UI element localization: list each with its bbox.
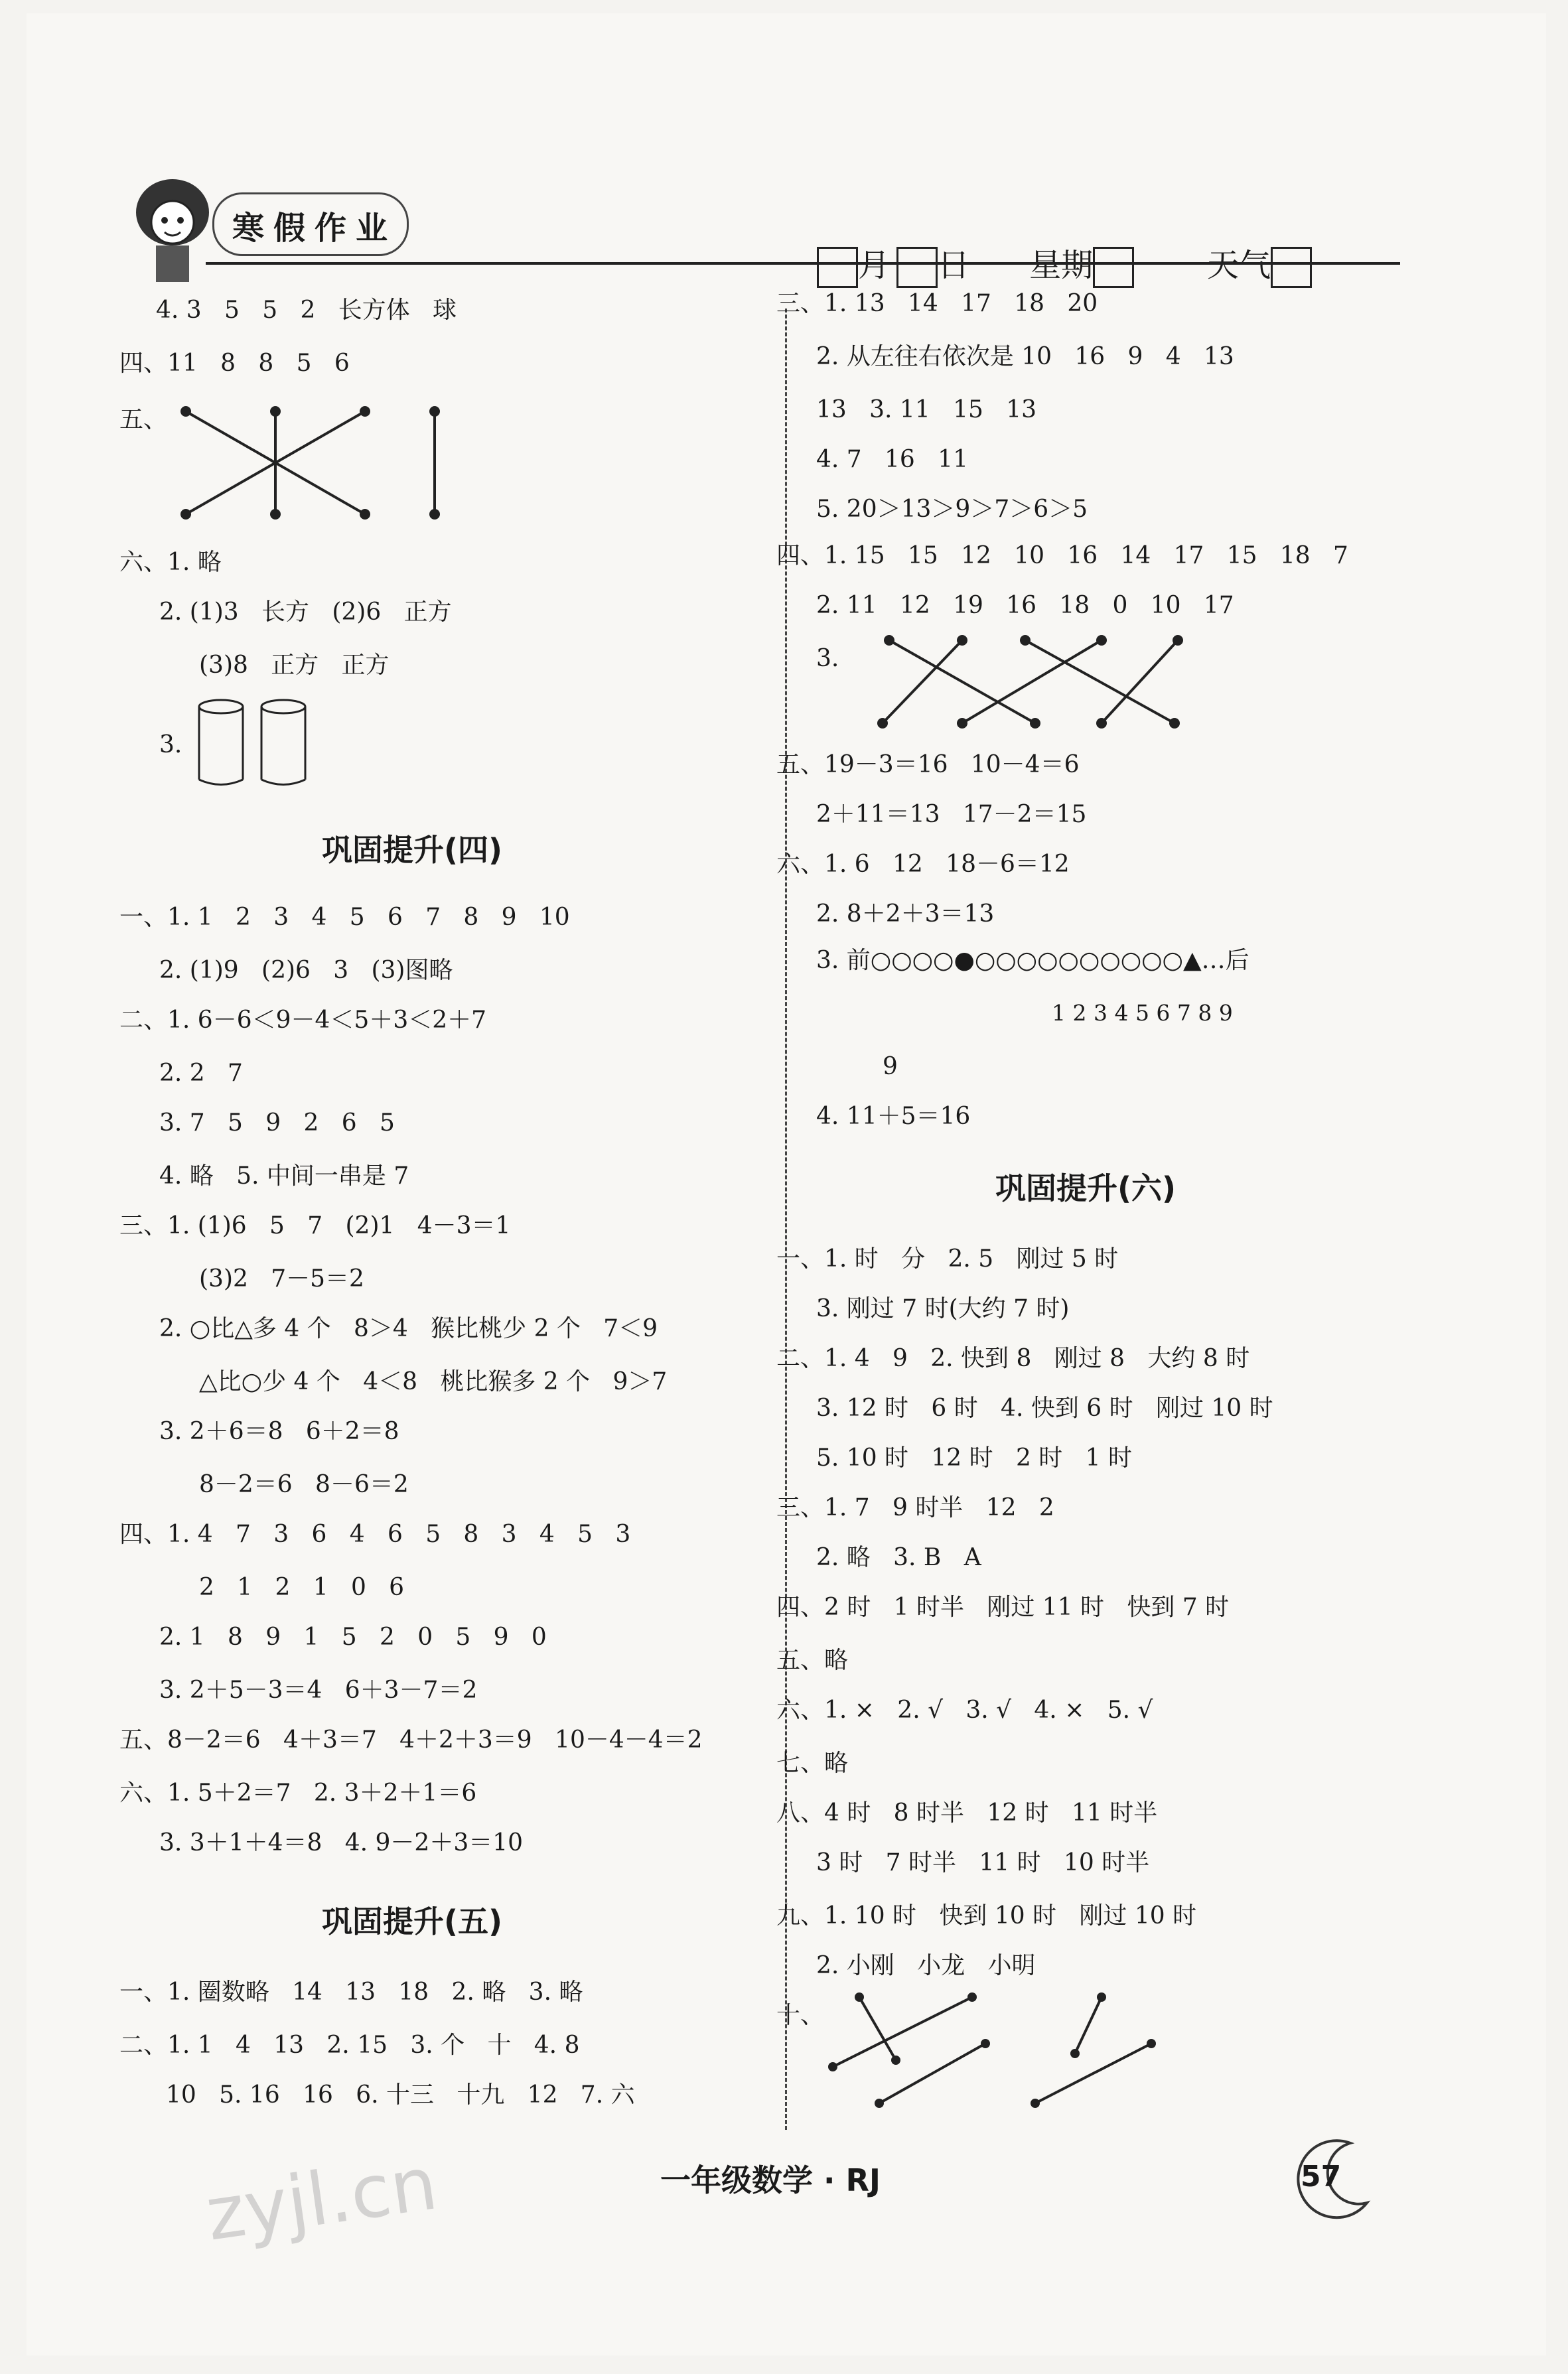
answer-line: 3. 12 时 6 时 4. 快到 6 时 刚过 10 时 [816,1395,1273,1422]
answer-line: 3. 3＋1＋4＝8 4. 9－2＋3＝10 [159,1829,524,1856]
answer-line: 八、4 时 8 时半 12 时 11 时半 [776,1799,1158,1827]
answer-line: 九、1. 10 时 快到 10 时 刚过 10 时 [776,1902,1197,1929]
answer-line: 9 [883,1053,898,1080]
answer-line: 五、19－3＝16 10－4＝6 [776,751,1080,778]
answer-line: 3. [816,645,839,672]
answer-line: 2. (1)9 (2)6 3 (3)图略 [159,957,453,984]
answer-line: 2 1 2 1 0 6 [199,1574,405,1601]
answer-line: 二、1. 4 9 2. 快到 8 刚过 8 大约 8 时 [776,1345,1250,1372]
answer-line: 三、1. 7 9 时半 12 2 [776,1494,1054,1521]
answer-line: 四、1. 15 15 12 10 16 14 17 15 18 7 [776,542,1348,569]
answer-line: 3 时 7 时半 11 时 10 时半 [816,1849,1150,1876]
answer-line: 一、1. 1 2 3 4 5 6 7 8 9 10 [119,904,570,931]
answer-line: 七、略 [776,1750,849,1777]
answer-line: (3)2 7－5＝2 [199,1265,364,1292]
answer-line: (3)8 正方 正方 [199,652,390,679]
answer-line: 2. 1 8 9 1 5 2 0 5 9 0 [159,1624,547,1651]
answer-line: 一、1. 圈数略 14 13 18 2. 略 3. 略 [119,1979,583,2006]
answer-line: 4. 7 16 11 [816,446,968,473]
answer-line: △比○少 4 个 4＜8 桃比猴多 2 个 9＞7 [199,1368,668,1395]
section-title: 巩固提升(四) [322,832,503,868]
answer-line: 10 5. 16 16 6. 十三 十九 12 7. 六 [166,2081,635,2109]
answer-line: 4. 11＋5＝16 [816,1103,971,1130]
answer-line: 三、1. 13 14 17 18 20 [776,290,1098,317]
answer-line: 二、1. 6－6＜9－4＜5＋3＜2＋7 [119,1007,487,1034]
answer-line: 5. 20＞13＞9＞7＞6＞5 [816,496,1088,523]
answer-line: 2. ○比△多 4 个 8＞4 猴比桃少 2 个 7＜9 [159,1315,658,1342]
weekday-box [1093,247,1134,288]
answer-line: 2. 小刚 小龙 小明 [816,1952,1036,1979]
answer-line: 3. 7 5 9 2 6 5 [159,1109,395,1137]
answer-line: 2. 略 3. B A [816,1544,981,1571]
answer-line: 二、1. 1 4 13 2. 15 3. 个 十 4. 8 [119,2032,580,2059]
answer-line: 一、1. 时 分 2. 5 刚过 5 时 [776,1245,1119,1273]
header-rule [206,262,1400,265]
answer-line: 2. 11 12 19 16 18 0 10 17 [816,592,1234,619]
answer-line: 3. 前○○○○●○○○○○○○○○○▲…后 [816,947,1249,974]
answer-line: 2. 2 7 [159,1060,243,1087]
answer-line: 5. 10 时 12 时 2 时 1 时 [816,1444,1132,1472]
matching-lines-figure [829,1990,1175,2110]
answer-line: 三、1. (1)6 5 7 (2)1 4－3＝1 [119,1212,511,1239]
answer-line: 十、 [776,2002,825,2029]
footer-subject: 一年级数学 · RJ [660,2162,881,2198]
answer-line: 3. 刚过 7 时(大约 7 时) [816,1295,1070,1322]
answer-line: 四、11 8 8 5 6 [119,350,350,377]
answer-line: 2. 8＋2＋3＝13 [816,900,995,928]
answer-line: 四、1. 4 7 3 6 4 6 5 8 3 4 5 3 [119,1521,631,1548]
page [27,13,1546,2355]
answer-line: 3. 2＋5－3＝4 6＋3－7＝2 [159,1677,478,1704]
month-label: 月 [858,247,891,284]
answer-line: 六、1. 6 12 18－6＝12 [776,851,1070,878]
weekday-label: 星期 [1029,247,1094,284]
matching-lines-figure [853,630,1198,736]
answer-line: 13 3. 11 15 13 [816,396,1037,423]
section-title: 巩固提升(六) [995,1170,1176,1206]
answer-line: 六、1. 略 [119,549,222,576]
answer-line: 8－2＝6 8－6＝2 [199,1471,409,1498]
answer-line: 五、 [119,406,168,433]
day-box [896,247,938,288]
column-divider [785,309,787,2130]
answer-line: 四、2 时 1 时半 刚过 11 时 快到 7 时 [776,1594,1230,1621]
weather-label: 天气 [1207,247,1271,284]
day-label: 日 [938,247,970,284]
answer-line: 4. 3 5 5 2 长方体 球 [156,297,457,324]
cylinder-figure [196,697,328,790]
answer-line: 3. 2＋6＝8 6＋2＝8 [159,1418,399,1445]
answer-line: 2＋11＝13 17－2＝15 [816,801,1087,828]
answer-line: 2. (1)3 长方 (2)6 正方 [159,598,452,626]
answer-line: 1 2 3 4 5 6 7 8 9 [1052,1000,1233,1026]
mascot-icon [119,173,226,292]
answer-line: 2. 从左往右依次是 10 16 9 4 13 [816,343,1234,370]
answer-line: 六、1. × 2. √ 3. √ 4. × 5. √ [776,1697,1153,1724]
section-title: 巩固提升(五) [322,1904,503,1939]
banner-title: 寒假作业 [232,210,397,247]
watermark: zyjl.cn [200,2140,443,2257]
month-box [817,247,858,288]
answer-line: 六、1. 5＋2＝7 2. 3＋2＋1＝6 [119,1780,477,1807]
page-number: 57 [1301,2160,1342,2194]
answer-line: 4. 略 5. 中间一串是 7 [159,1162,409,1190]
answer-line: 3. [159,731,182,758]
weather-box [1271,247,1312,288]
answer-line: 五、8－2＝6 4＋3＝7 4＋2＋3＝9 10－4－4＝2 [119,1726,703,1754]
matching-lines-figure [159,398,478,531]
answer-line: 五、略 [776,1647,849,1674]
